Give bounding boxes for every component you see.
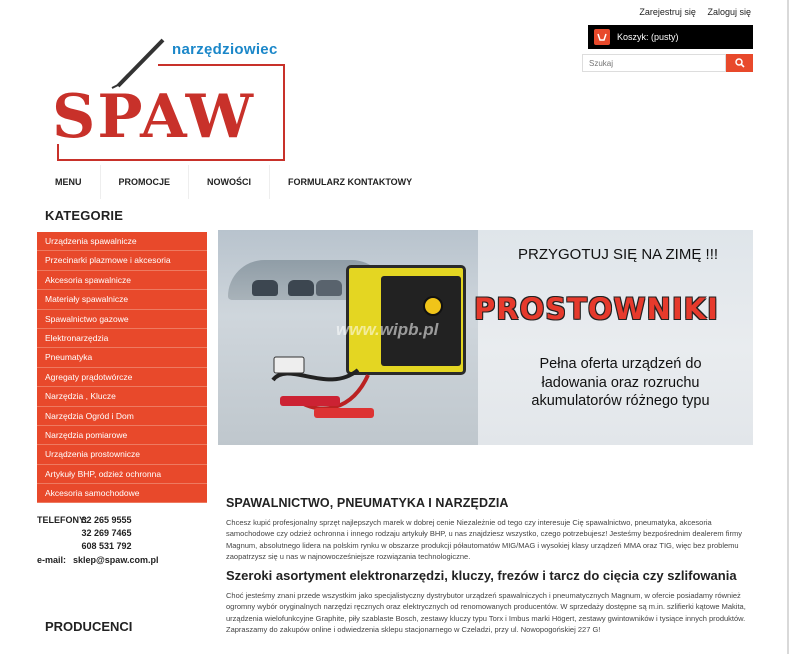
search-input[interactable] [582, 54, 726, 72]
banner-watermark: www.wipb.pl [336, 320, 439, 339]
search-button[interactable] [726, 54, 753, 72]
banner-description: Pełna oferta urządzeń do ładowania oraz rozruchu akumulatorów różnego typu [531, 356, 710, 409]
category-item[interactable]: Akcesoria samochodowe [37, 484, 207, 503]
category-item[interactable]: Artykuły BHP, odzież ochronna [37, 465, 207, 484]
register-link[interactable]: Zarejestruj się [639, 7, 696, 17]
category-item[interactable]: Urządzenia spawalnicze [37, 232, 207, 251]
email-label: e-mail: [37, 554, 67, 565]
nav-item-promotions[interactable]: PROMOCJE [101, 165, 190, 199]
phone-number: 32 269 7465 [81, 528, 132, 539]
search-bar [582, 54, 753, 72]
category-item[interactable]: Narzędzia Ogród i Dom [37, 407, 207, 426]
contact-info [37, 514, 159, 567]
account-links [630, 7, 751, 17]
login-link[interactable]: Zaloguj się [707, 7, 751, 17]
main-heading: SPAWALNICTWO, PNEUMATYKA I NARZĘDZIA [226, 496, 509, 510]
category-item[interactable]: Przecinarki plazmowe i akcesoria [37, 251, 207, 270]
category-item[interactable]: Agregaty prądotwórcze [37, 368, 207, 387]
logo-subtitle: narzędziowiec [172, 41, 278, 58]
phone-number: 608 531 792 [81, 541, 132, 552]
main-nav [37, 165, 430, 199]
category-item[interactable]: Akcesoria spawalnicze [37, 271, 207, 290]
assortment-heading: Szeroki asortyment elektronarzędzi, kluczy, frezów i tarcz do cięcia czy szlifowania [226, 568, 737, 584]
category-item[interactable]: Spawalnictwo gazowe [37, 310, 207, 329]
logo-title: SPAW [52, 82, 256, 152]
category-item[interactable]: Materiały spawalnicze [37, 290, 207, 309]
intro-paragraph: Chcesz kupić profesjonalny sprzęt najlepszych marek w dobrej cenie Niezależnie od tego czy interesuje Cię spawalnictwo, pneumatyka, akcesoria samochodowe czy odzież ochronna i innego rodzaju artykuły BHP, u nas znajdziesz wszystko, czego potrzebujesz! Jesteśmy bezpośrednim dealerem firmy Magnum, absolutnego lidera na polskim rynku w obszarze produkcji półautomatów MIG/MAG i wysokiej klasy urządzeń MMA oraz TIG, więc bez problemu zaopatrzysz się u nas w najnowocześniejsze rozwiązania technologiczne. [226, 518, 742, 561]
cart-icon [594, 29, 610, 45]
category-item[interactable]: Narzędzia pomiarowe [37, 426, 207, 445]
category-list [37, 232, 207, 503]
nav-item-menu[interactable]: MENU [37, 165, 101, 199]
phone-number: 32 265 9555 [81, 515, 132, 525]
nav-item-contact-form[interactable]: FORMULARZ KONTAKTOWY [288, 177, 413, 187]
producers-heading: PRODUCENCI [45, 619, 133, 634]
email-address[interactable]: sklep@spaw.com.pl [73, 554, 159, 565]
search-icon [735, 58, 745, 68]
category-item[interactable]: Urządzenia prostownicze [37, 445, 207, 464]
phone-label: TELEFONY: [37, 515, 88, 525]
main-content [226, 496, 746, 635]
promo-banner[interactable] [218, 230, 753, 445]
banner-product-title: PROSTOWNIKI [474, 292, 719, 326]
categories-heading: KATEGORIE [45, 208, 124, 223]
banner-heading: PRZYGOTUJ SIĘ NA ZIMĘ !!! [518, 246, 719, 263]
cart-button[interactable] [588, 25, 753, 49]
site-logo[interactable] [48, 34, 293, 164]
category-item[interactable]: Elektronarzędzia [37, 329, 207, 348]
invitation-paragraph: Zapraszamy do zakupów online i odwiedzenia sklepu stacjonarnego w Czeladzi, przy ul. Nowopogońskiej 227 G! [226, 625, 601, 635]
cart-label: Koszyk: (pusty) [617, 32, 679, 42]
nav-item-new[interactable]: NOWOŚCI [189, 165, 270, 199]
category-item[interactable]: Narzędzia , Klucze [37, 387, 207, 406]
category-item[interactable]: Pneumatyka [37, 348, 207, 367]
assortment-paragraph: Choć jesteśmy znani przede wszystkim jako specjalistyczny dystrybutor urządzeń spawalniczych i pneumatycznych Magnum, w ofercie posiadamy również ogromny wybór oryginalnych narzędzi ręcznych oraz elektrycznych od renomowanych producentów. W sprzedaży dostępne są m.in. szlifierki kątowe Makita, urządzenia wielofunkcyjne Graphite, piły szablaste Bosch, zestawy kluczy typu Torx i Imbus marki Högert, zestawy gwintowników i tysiące innych produktów. [226, 591, 746, 623]
